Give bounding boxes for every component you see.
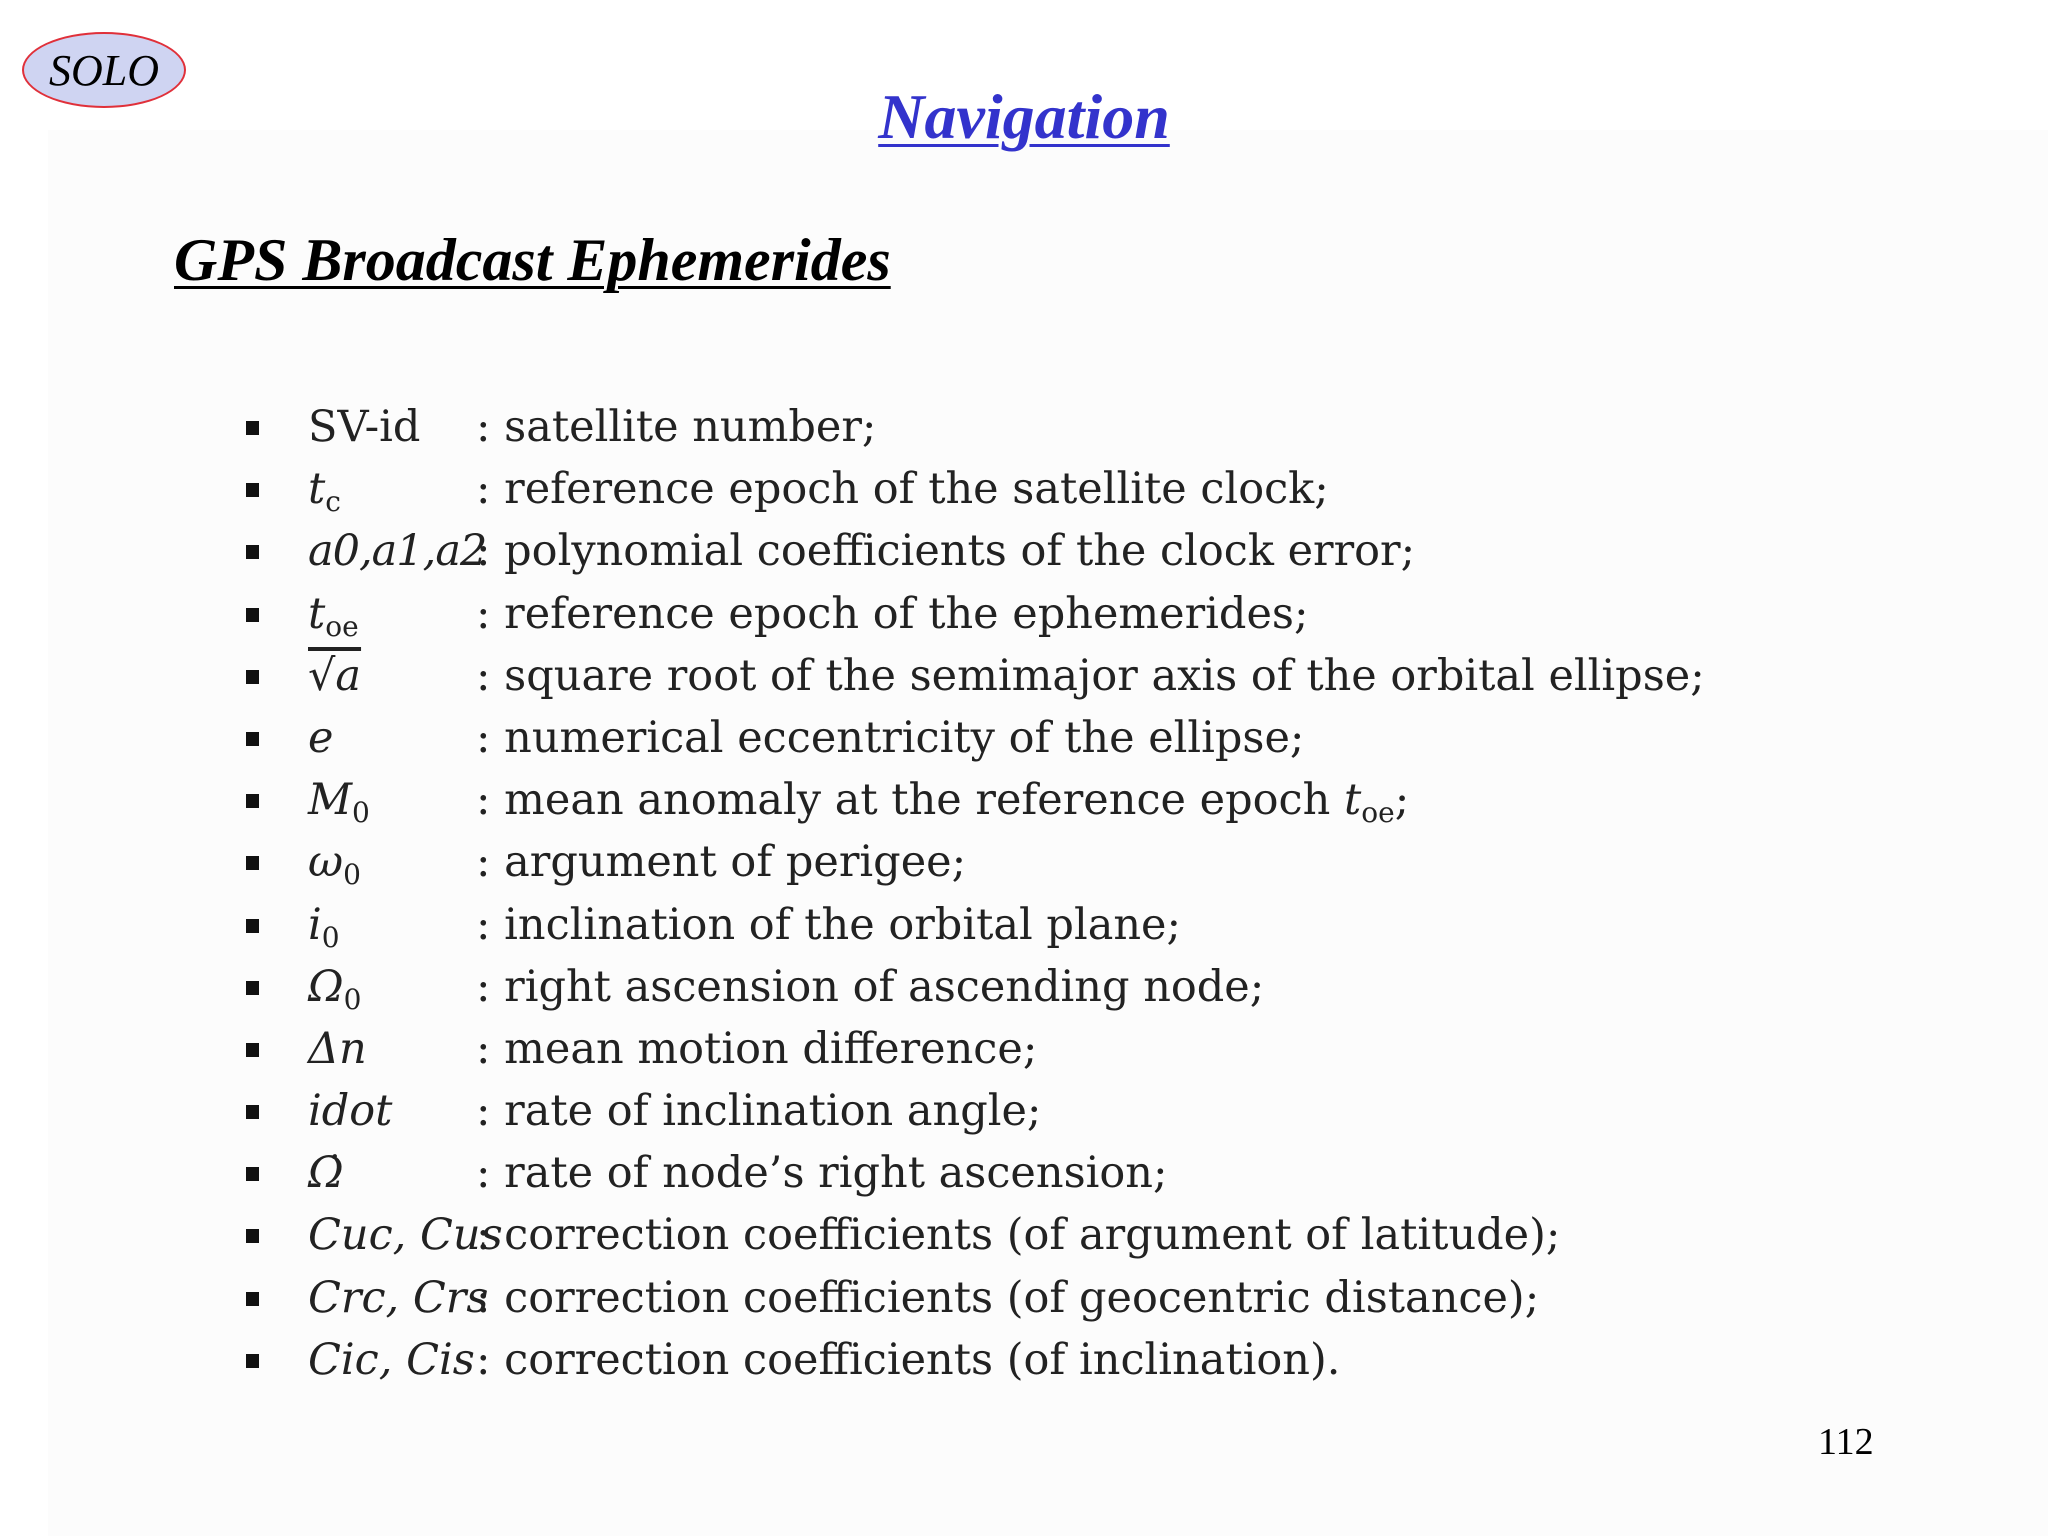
- symbol-subscript: 0: [352, 796, 370, 830]
- parameter-description: : correction coefficients (of geocentric distance);: [476, 1272, 1540, 1323]
- parameter-symbol: [308, 707, 333, 769]
- square-bullet-icon: [246, 1167, 259, 1181]
- square-bullet-icon: [246, 483, 259, 497]
- parameter-description: : reference epoch of the ephemerides;: [476, 588, 1309, 639]
- parameter-symbol: [308, 645, 361, 707]
- section-heading: GPS Broadcast Ephemerides: [174, 227, 891, 293]
- parameter-description: : right ascension of ascending node;: [476, 961, 1265, 1012]
- symbol-subscript: oe: [325, 609, 359, 643]
- square-bullet-icon: [246, 1043, 259, 1057]
- square-bullet-icon: [246, 794, 259, 808]
- parameter-description: [476, 769, 1409, 831]
- parameter-description: : square root of the semimajor axis of the orbital ellipse;: [476, 650, 1705, 701]
- symbol-text: idot: [308, 1086, 393, 1137]
- parameter-description: : argument of perigee;: [476, 837, 967, 888]
- symbol-text: Ω̇: [308, 1148, 344, 1199]
- square-bullet-icon: [246, 608, 259, 622]
- parameter-symbol: Crc, Crs: [308, 1272, 489, 1323]
- square-bullet-icon: [246, 732, 259, 746]
- square-bullet-icon: [246, 1354, 259, 1368]
- parameter-symbol: [308, 458, 341, 520]
- parameter-symbol: Cic, Cis: [308, 1334, 475, 1385]
- square-bullet-icon: [246, 670, 259, 684]
- parameter-description: : mean motion difference;: [476, 1023, 1038, 1074]
- page-number: 112: [1818, 1421, 1874, 1463]
- symbol-text: i: [308, 899, 322, 950]
- parameter-description: : inclination of the orbital plane;: [476, 899, 1181, 950]
- square-bullet-icon: [246, 545, 259, 559]
- slide-title: Navigation: [878, 81, 1170, 152]
- parameter-symbol: [308, 894, 340, 956]
- parameter-description: : correction coefficients (of inclination).: [476, 1334, 1341, 1385]
- symbol-text: ω: [308, 837, 344, 888]
- symbol-text: t: [308, 464, 326, 515]
- description-subscript: oe: [1361, 796, 1395, 830]
- parameter-symbol: [308, 396, 420, 458]
- description-symbol: t: [1343, 775, 1362, 826]
- symbol-text: M: [308, 775, 353, 826]
- square-bullet-icon: [246, 919, 259, 933]
- parameter-description: : polynomial coefficients of the clock error;: [476, 526, 1416, 577]
- symbol-text: SV-id: [308, 402, 421, 452]
- parameter-symbol: [308, 1142, 344, 1204]
- parameter-symbol: [308, 1080, 392, 1142]
- symbol-subscript: 0: [343, 982, 362, 1016]
- parameter-symbol: [308, 831, 361, 893]
- parameter-symbol: Cuc, Cus: [308, 1210, 503, 1261]
- parameter-description: : reference epoch of the satellite clock;: [476, 464, 1329, 515]
- parameter-symbol: [308, 956, 361, 1018]
- parameter-description: : numerical eccentricity of the ellipse;: [476, 712, 1305, 763]
- symbol-text: Ω: [308, 961, 344, 1012]
- square-bullet-icon: [246, 1105, 259, 1119]
- parameter-description: : correction coefficients (of argument of latitude);: [476, 1210, 1561, 1261]
- square-bullet-icon: [246, 421, 259, 435]
- symbol-subscript: c: [325, 485, 341, 519]
- symbol-text: e: [308, 712, 334, 763]
- square-bullet-icon: [246, 1292, 259, 1306]
- parameter-description: : rate of node’s right ascension;: [476, 1148, 1168, 1199]
- symbol-subscript: 0: [321, 920, 340, 954]
- parameter-symbol: [308, 1018, 367, 1080]
- parameter-symbol: a0,a1,a2: [308, 526, 487, 577]
- symbol-text: Δn: [308, 1023, 367, 1074]
- square-bullet-icon: [246, 856, 259, 870]
- sqrt-symbol: √a: [308, 650, 362, 701]
- square-bullet-icon: [246, 1229, 259, 1243]
- logo-text: SOLO: [48, 45, 160, 95]
- description-end: ;: [1394, 775, 1410, 826]
- parameter-description: : rate of inclination angle;: [476, 1086, 1042, 1137]
- parameter-symbol: [308, 769, 370, 831]
- symbol-subscript: 0: [343, 858, 361, 892]
- parameter-description: : satellite number;: [476, 402, 877, 452]
- description-text: : mean anomaly at the reference epoch: [476, 775, 1331, 826]
- square-bullet-icon: [246, 981, 259, 995]
- symbol-text: t: [308, 588, 326, 639]
- parameter-symbol: [308, 583, 359, 645]
